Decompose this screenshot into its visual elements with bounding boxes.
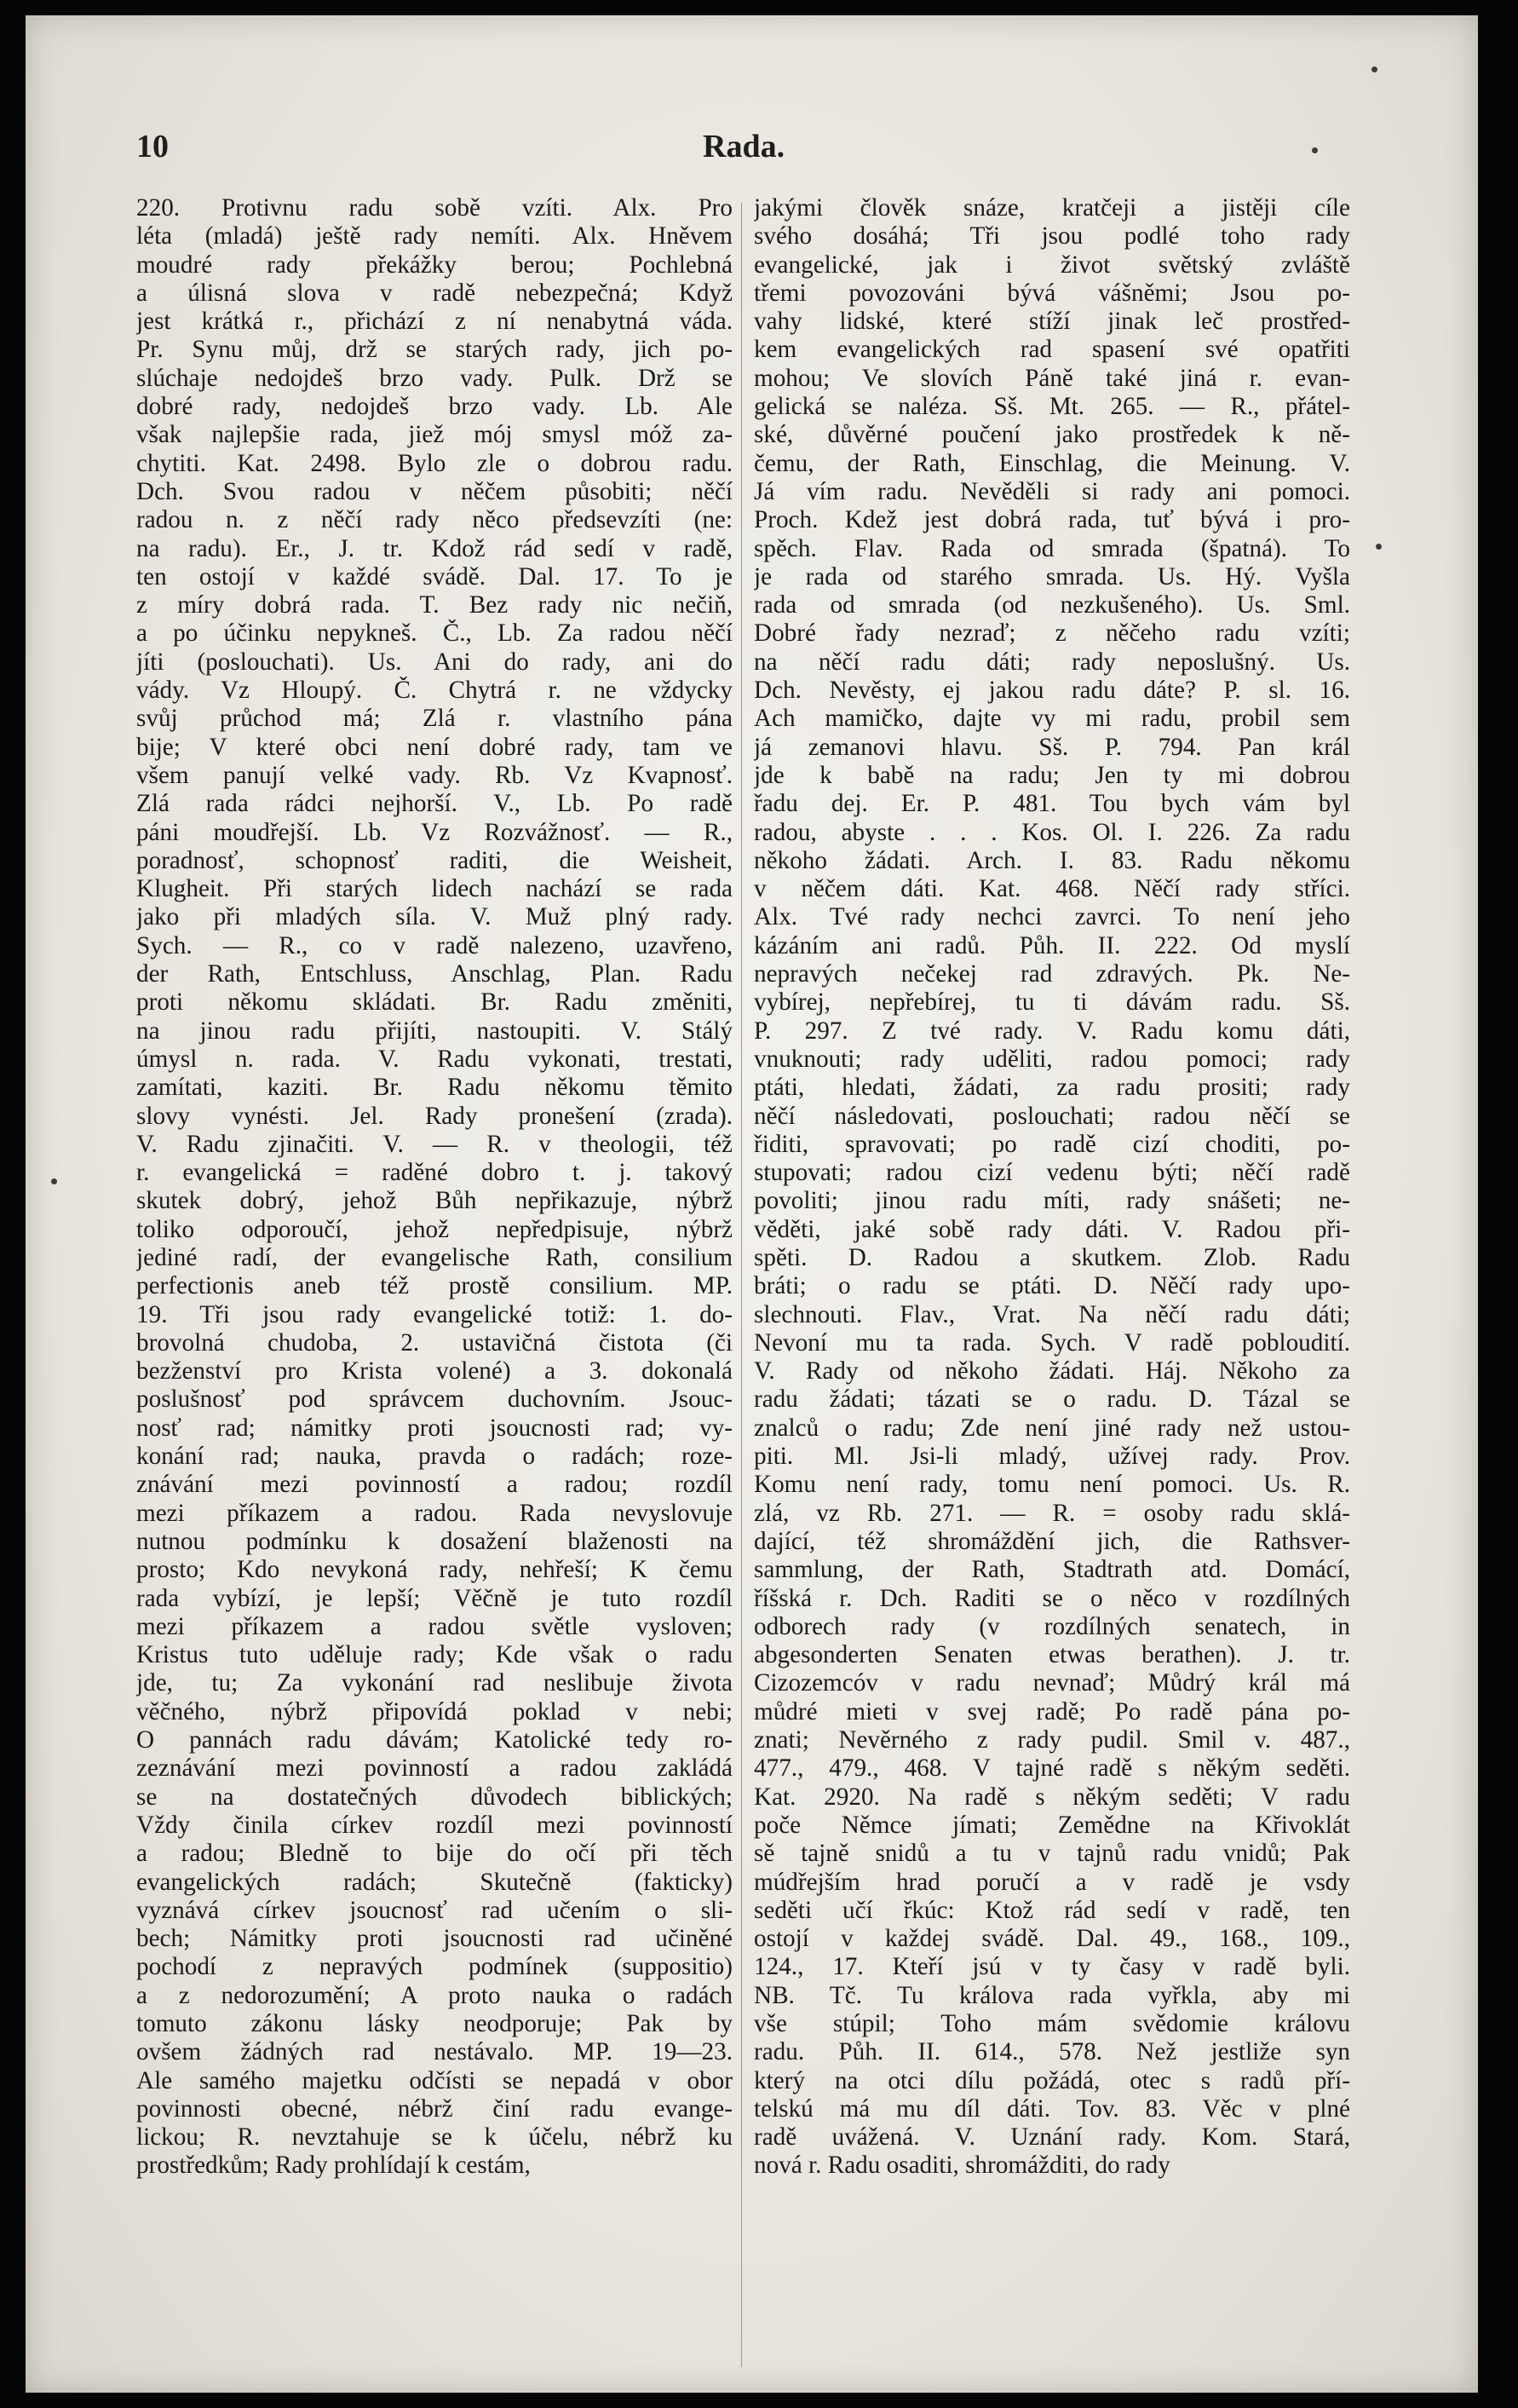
text-line: evangelických radách; Skutečně (fakticky) [136, 1868, 733, 1896]
text-line: můdré mieti v svej radě; Po radě pána po- [754, 1697, 1350, 1725]
text-line: ptáti, hledati, žádati, za radu prositi; rady [754, 1074, 1350, 1102]
running-title: Rada. [703, 129, 785, 164]
text-line: perfectionis aneb též prostě consilium. MP. [136, 1272, 733, 1300]
text-line: 220. Protivnu radu sobě vzíti. Alx. Pro [136, 194, 733, 222]
text-line: Kat. 2920. Na radě s někým seděti; V radu [754, 1783, 1350, 1811]
text-line: Zlá rada rádci nejhorší. V., Lb. Po radě [136, 790, 733, 818]
text-line: kem evangelických rad spasení své opatřiti [754, 336, 1350, 364]
text-line: spěch. Flav. Rada od smrada (špatná). To [754, 534, 1350, 562]
text-line: Pr. Synu můj, drž se starých rady, jich po- [136, 336, 733, 364]
text-line: Cizozemcóv v radu nevnaď; Můdrý král má [754, 1669, 1350, 1697]
text-line: moudré rady překážky berou; Pochlebná [136, 251, 733, 279]
text-line: rada vybízí, je lepší; Věčně je tuto rozdíl [136, 1584, 733, 1612]
text-line: vyznává církev jsoucnosť rad učením o sli- [136, 1896, 733, 1924]
text-line: ské, důvěrné poučení jako prostředek k ně- [754, 421, 1350, 449]
text-line: mezi příkazem a radou světle vysloven; [136, 1612, 733, 1640]
text-line: gelická se naléza. Sš. Mt. 265. — R., přátel- [754, 393, 1350, 421]
text-line: je rada od starého smrada. Us. Hý. Vyšla [754, 562, 1350, 590]
text-line: nutnou podmínku k dosažení blaženosti na [136, 1527, 733, 1555]
text-line: něčí následovati, poslouchati; radou něčí se [754, 1102, 1350, 1130]
text-line: říšská r. Dch. Raditi se o něco v rozdílných [754, 1584, 1350, 1612]
text-line: jako při mladých síla. V. Muž plný rady. [136, 903, 733, 931]
text-line: odborech rady (v rozdílných senatech, in [754, 1612, 1350, 1640]
text-line: nová r. Radu osaditi, shromážditi, do rady [754, 2152, 1170, 2180]
paper-speck [1376, 544, 1382, 550]
text-line: slovy vynésti. Jel. Rady pronešení (zrada). [136, 1102, 733, 1130]
text-line: NB. Tč. Tu králova rada vyřkla, aby mi [754, 1981, 1350, 2009]
text-line: radu. Půh. II. 614., 578. Než jestliže syn [754, 2038, 1350, 2066]
text-line: Ach mamičko, dajte vy mi radu, probil sem [754, 705, 1350, 733]
text-line: seděti učí řkúc: Ktož rád sedí v radě, ten [754, 1896, 1350, 1924]
text-line: rada od smrada (od nezkušeného). Us. Sml. [754, 591, 1350, 619]
text-column-right [754, 194, 1350, 2180]
text-line: Já vím radu. Nevěděli si rady ani pomoci. [754, 477, 1350, 505]
text-line: na radu). Er., J. tr. Kdož rád sedí v radě, [136, 534, 733, 562]
text-line: nosť rad; námitky proti jsoucnosti rad; vy- [136, 1414, 733, 1442]
text-line: dobré rady, nedojdeš brzo vady. Lb. Ale [136, 393, 733, 421]
text-line: Dch. Svou radou v něčem působiti; něčí [136, 477, 733, 505]
text-line: a po účinku nepykneš. Č., Lb. Za radou něčí [136, 619, 733, 648]
text-line: radou n. z něčí rady něco předsevzíti (ne: [136, 506, 733, 534]
text-line: P. 297. Z tvé rady. V. Radu komu dáti, [754, 1017, 1350, 1045]
text-line: zlá, vz Rb. 271. — R. = osoby radu sklá- [754, 1499, 1350, 1527]
text-line: slechnouti. Flav., Vrat. Na něčí radu dáti; [754, 1300, 1350, 1328]
text-line: vybírej, nepřebírej, tu ti dávám radu. Sš. [754, 988, 1350, 1017]
text-line: a radou; Bledně to bije do očí při těch [136, 1840, 733, 1868]
text-line: Alx. Tvé rady nechci zavrci. To není jeho [754, 903, 1350, 931]
text-line: evangelické, jak i život světský zvláště [754, 251, 1350, 279]
text-line: r. evangelická = raděné dobro t. j. takový [136, 1159, 733, 1187]
text-column-left [136, 194, 733, 2180]
text-line: čemu, der Rath, Einschlag, die Meinung. V. [754, 449, 1350, 477]
text-line: konání rad; nauka, pravda o radách; roze- [136, 1443, 733, 1471]
text-line: z míry dobrá rada. T. Bez rady nic nečiň, [136, 591, 733, 619]
text-line: poslušnosť pod správcem duchovním. Jsouc- [136, 1385, 733, 1414]
text-line: slúchaje nedojdeš brzo vady. Pulk. Drž se [136, 364, 733, 392]
text-line: který na otci dílu požádá, otec s radů pří- [754, 2066, 1350, 2094]
text-line: bije; V které obci není dobré rady, tam ve [136, 733, 733, 761]
text-line: Kristus tuto uděluje rady; Kde však o radu [136, 1641, 733, 1669]
text-line: brovolná chudoba, 2. ustavičná čistota (či [136, 1328, 733, 1357]
text-line: řadu dej. Er. P. 481. Tou bych vám byl [754, 790, 1350, 818]
text-line: jest krátká r., přichází z ní nenabytná váda. [136, 308, 733, 336]
text-line: bezženství pro Krista volené) a 3. dokonalá [136, 1357, 733, 1385]
text-line: sammlung, der Rath, Stadtrath atd. Domácí, [754, 1556, 1350, 1584]
text-line: O pannách radu dávám; Katolické tedy ro- [136, 1726, 733, 1754]
text-line: já zemanovi hlavu. Sš. P. 794. Pan král [754, 733, 1350, 761]
paper-speck [1312, 147, 1318, 153]
text-line: telskú má mu díl dáti. Tov. 83. Věc v plné [754, 2094, 1350, 2123]
text-line: tomuto zákonu lásky neodporuje; Pak by [136, 2010, 733, 2037]
page-number: 10 [136, 129, 169, 164]
text-line: V. Rady od někoho žádati. Háj. Někoho za [754, 1357, 1350, 1385]
text-line: 477., 479., 468. V tajné radě s někým seděti. [754, 1754, 1350, 1783]
text-line: věděti, jaké sobě rady dáti. V. Radou při- [754, 1215, 1350, 1243]
text-line: a úlisná slova v radě nebezpečná; Když [136, 279, 733, 307]
text-line: Dch. Nevěsty, ej jakou radu dáte? P. sl. 16. [754, 677, 1350, 705]
text-line: vahy lidské, které stíží jinak leč prostřed- [754, 308, 1350, 336]
text-line: múdřejším hrad poručí a v radě je vsdy [754, 1868, 1350, 1896]
text-line: lickou; R. nevztahuje se k účelu, nébrž ku [136, 2123, 733, 2152]
text-line: Klugheit. Při starých lidech nachází se rada [136, 875, 733, 903]
text-line: vnuknouti; rady uděliti, radou pomoci; rady [754, 1045, 1350, 1073]
text-line: V. Radu zjinačiti. V. — R. v theologii, též [136, 1130, 733, 1158]
text-line: jde k babě na radu; Jen ty mi dobrou [754, 761, 1350, 789]
text-line: kázáním ani radů. Půh. II. 222. Od myslí [754, 931, 1350, 959]
text-line: piti. Ml. Jsi-li mladý, užívej rady. Prov. [754, 1443, 1350, 1471]
paper-speck [51, 1178, 57, 1184]
text-line: bráti; o radu se ptáti. D. Něčí rady upo- [754, 1272, 1350, 1300]
text-line: v něčem dáti. Kat. 468. Něčí rady stříci. [754, 875, 1350, 903]
text-line: svého dosáhá; Tři jsou podlé toho rady [754, 222, 1350, 251]
text-line: Proch. Kdež jest dobrá rada, tuť bývá i pro- [754, 506, 1350, 534]
text-line: 19. Tři jsou rady evangelické totiž: 1. do- [136, 1300, 733, 1328]
paper-speck [1371, 66, 1377, 72]
text-line: věčného, nýbrž připovídá poklad v nebi; [136, 1697, 733, 1725]
text-line: na jinou radu přijíti, nastoupiti. V. Stálý [136, 1017, 733, 1045]
text-line: prostředkům; Rady prohlídají k cestám, [136, 2152, 531, 2180]
text-line: ostojí v každej svádě. Dal. 49., 168., 109., [754, 1925, 1350, 1953]
text-line: Sych. — R., co v radě nalezeno, uzavřeno, [136, 931, 733, 959]
text-line: mohou; Ve slovích Páně také jiná r. evan- [754, 364, 1350, 392]
text-line: znati; Nevěrného z rady pudil. Smil v. 487., [754, 1726, 1350, 1754]
text-line: 124., 17. Kteří jsú v ty časy v radě byli. [754, 1953, 1350, 1981]
text-line: Ale samého majetku odčísti se nepadá v obor [136, 2066, 733, 2094]
text-line: páni moudřejší. Lb. Vz Rozvážnosť. — R., [136, 818, 733, 846]
text-line: a z nedorozumění; A proto nauka o radách [136, 1981, 733, 2009]
text-line: mezi příkazem a radou. Rada nevyslovuje [136, 1499, 733, 1527]
text-line: vše stúpil; Toho mám svědomie královu [754, 2010, 1350, 2037]
text-line: znávání mezi povinností a radou; rozdíl [136, 1471, 733, 1499]
text-line: abgesonderten Senaten etwas berathen). J. tr. [754, 1641, 1350, 1669]
text-line: zamítati, kaziti. Br. Radu někomu těmito [136, 1074, 733, 1102]
text-line: Nevoní mu ta rada. Sych. V radě pobloudití. [754, 1328, 1350, 1357]
text-line: radou, abyste . . . Kos. Ol. I. 226. Za radu [754, 818, 1350, 846]
text-line: Komu není rady, tomu není pomoci. Us. R. [754, 1471, 1350, 1499]
text-line: ten ostojí v každé svádě. Dal. 17. To je [136, 562, 733, 590]
text-line: skutek dobrý, jehož Bůh nepřikazuje, nýbrž [136, 1187, 733, 1215]
text-line: Dobré řady nezraď; z něčeho radu vzíti; [754, 619, 1350, 648]
text-line: ovšem žádných rad nestávalo. MP. 19—23. [136, 2038, 733, 2066]
text-line: sě tajně snidů a tu v tajnů radu vnidů; Pak [754, 1840, 1350, 1868]
text-line: stupovati; radou cizí vedenu býti; něčí radě [754, 1159, 1350, 1187]
text-line: se na dostatečných důvodech biblických; [136, 1783, 733, 1811]
text-line: někoho žádati. Arch. I. 83. Radu někomu [754, 846, 1350, 874]
text-line: povoliti; jinou radu míti, rady snášeti; ne- [754, 1187, 1350, 1215]
text-line: dající, též shromáždění jich, die Rathsver- [754, 1527, 1350, 1555]
text-line: třemi povozováni bývá vášněmi; Jsou po- [754, 279, 1350, 307]
text-line: jíti (poslouchati). Us. Ani do rady, ani do [136, 648, 733, 676]
text-line: na něčí radu dáti; rady neposlušný. Us. [754, 648, 1350, 676]
text-line: řiditi, spravovati; po radě cizí choditi, po- [754, 1130, 1350, 1158]
text-line: poče Němce jímati; Zemědne na Křivoklát [754, 1811, 1350, 1839]
text-line: nepravých nečekej rad zdravých. Pk. Ne- [754, 960, 1350, 988]
text-line: zeznávání mezi povinností a radou zakládá [136, 1754, 733, 1783]
text-line: chytiti. Kat. 2498. Bylo zle o dobrou radu. [136, 449, 733, 477]
text-line: Vždy činila církev rozdíl mezi povinností [136, 1811, 733, 1839]
text-line: proti někomu skládati. Br. Radu změniti, [136, 988, 733, 1017]
text-line: však najlepšie rada, jiež mój smysl móž za- [136, 421, 733, 449]
text-line: znalců o radu; Zde není jiné rady než ustou- [754, 1414, 1350, 1442]
text-line: prosto; Kdo nevykoná rady, nehřeší; K čemu [136, 1556, 733, 1584]
text-line: spěti. D. Radou a skutkem. Zlob. Radu [754, 1243, 1350, 1271]
text-line: radě uvážená. V. Uznání rady. Kom. Stará, [754, 2123, 1350, 2152]
text-line: povinnosti obecné, nébrž činí radu evange- [136, 2094, 733, 2123]
text-line: pochodí z nepravých podmínek (suppositio) [136, 1953, 733, 1981]
text-line: všem panují velké vady. Rb. Vz Kvapnosť. [136, 761, 733, 789]
text-line: svůj průchod má; Zlá r. vlastního pána [136, 705, 733, 733]
text-line: úmysl n. rada. V. Radu vykonati, trestati, [136, 1045, 733, 1073]
text-line: radu žádati; tázati se o radu. D. Tázal se [754, 1385, 1350, 1414]
text-line: jakými člověk snáze, kratčeji a jistěji cíle [754, 194, 1350, 222]
text-line: toliko odporoučí, jehož nepředpisuje, nýbrž [136, 1215, 733, 1243]
text-line: léta (mladá) ještě rady nemíti. Alx. Hněvem [136, 222, 733, 251]
text-line: jde, tu; Za vykonání rad neslibuje života [136, 1669, 733, 1697]
text-line: der Rath, Entschluss, Anschlag, Plan. Radu [136, 960, 733, 988]
text-line: jediné radí, der evangelische Rath, consilium [136, 1243, 733, 1271]
text-line: poradnosť, schopnosť raditi, die Weisheit, [136, 846, 733, 874]
text-line: vády. Vz Hloupý. Č. Chytrá r. ne vždycky [136, 677, 733, 705]
text-line: bech; Námitky proti jsoucnosti rad učiněné [136, 1925, 733, 1953]
column-divider [741, 203, 742, 2367]
